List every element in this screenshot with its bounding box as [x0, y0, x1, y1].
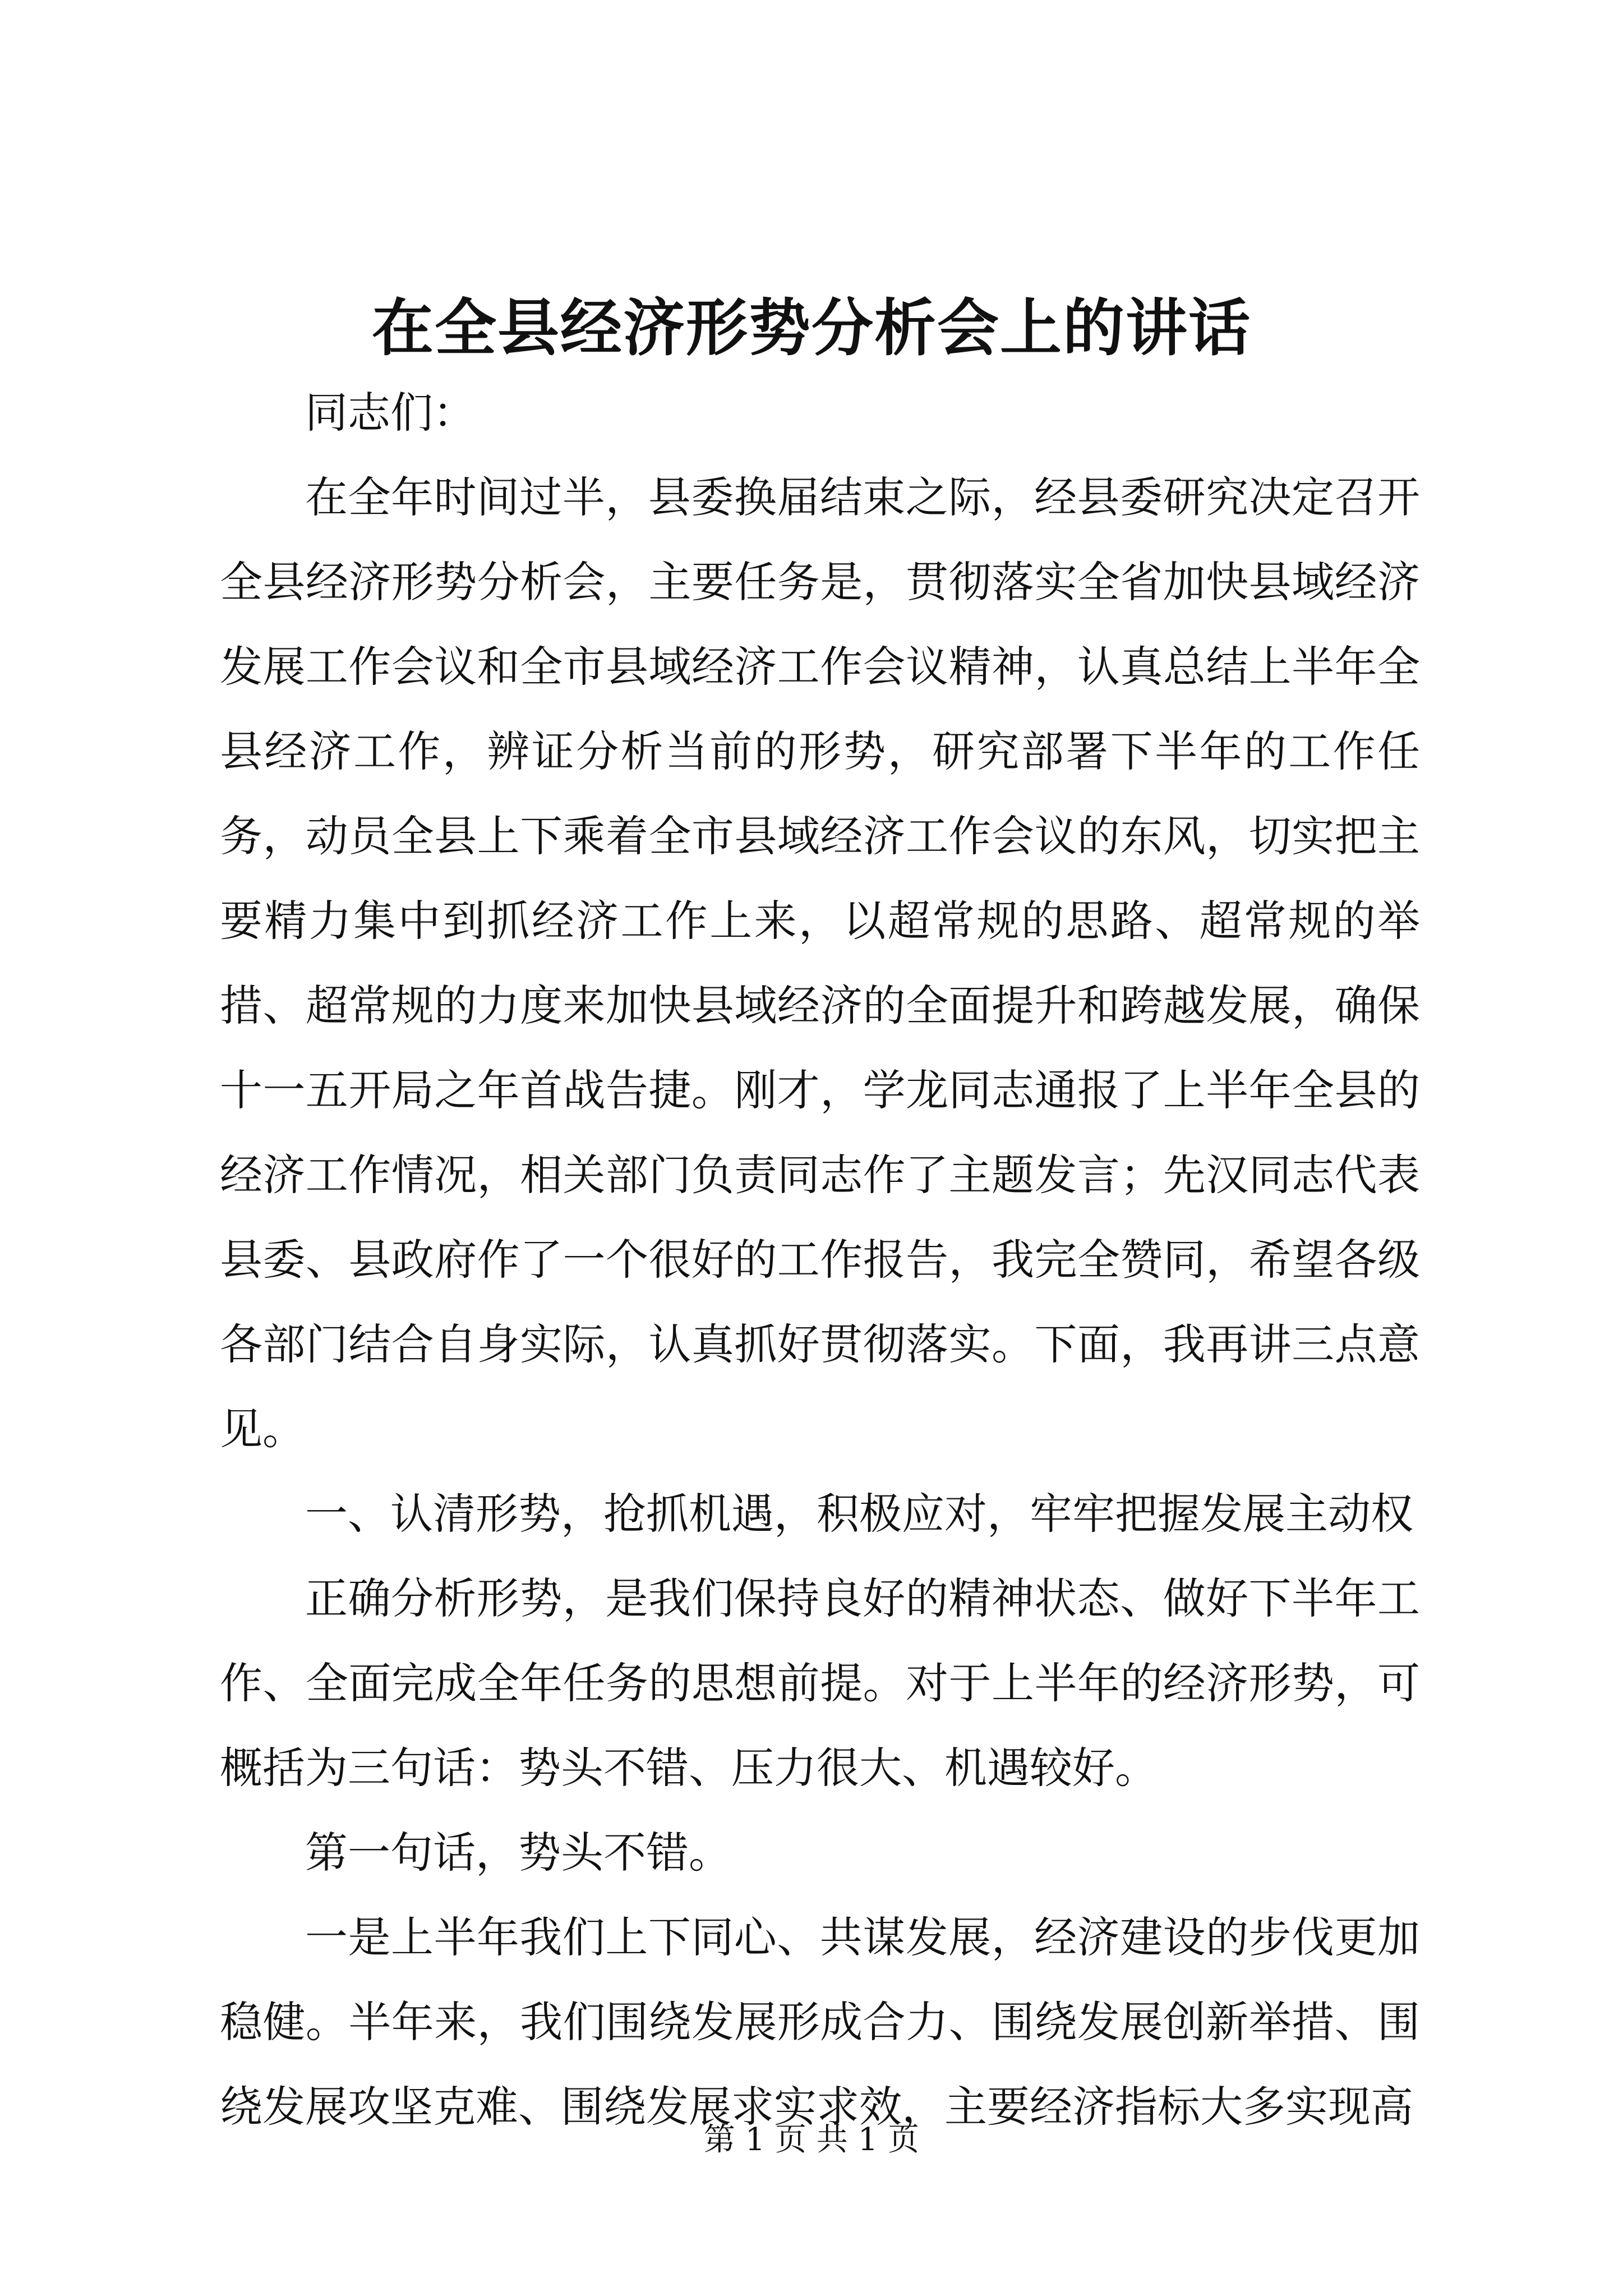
body-paragraph: 一是上半年我们上下同心、共谋发展，经济建设的步伐更加稳健。半年来，我们围绕发展形成合力、围绕发展创新举措、围绕发展攻坚克难、围绕发展求实求效，主要经济指标大多实现高: [220, 1912, 1420, 2132]
document-body: [220, 370, 1420, 2149]
body-paragraph: 正确分析形势，是我们保持良好的精神状态、做好下半年工作、全面完成全年任务的思想前提。对于上半年的经济形势，可概括为三句话：势头不错、压力很大、机遇较好。: [220, 1573, 1420, 1793]
salutation-paragraph: 同志们：: [305, 388, 476, 438]
section-heading-1: 一、认清形势，抢抓机遇，积极应对，牢牢把握发展主动权: [305, 1489, 1413, 1539]
document-title: 在全县经济形势分析会上的讲话: [372, 292, 1251, 364]
page-footer: 第 1 页 共 1 页: [703, 2122, 920, 2158]
intro-paragraph: 在全年时间过半，县委换届结束之际，经县委研究决定召开全县经济形势分析会，主要任务是，贯彻落实全省加快县域经济发展工作会议和全市县域经济工作会议精神，认真总结上半年全县经济工作，辨证分析当前的形势，研究部署下半年的工作任务，动员全县上下乘着全市县域经济工作会议的东风，切实把主要精力集中到抓经济工作上来，以超常规的思路、超常规的举措、超常规的力度来加快县域经济的全面提升和跨越发展，确保十一五开局之年首战告捷。刚才，学龙同志通报了上半年全县的经济工作情况，相关部门负责同志作了主题发言；先汉同志代表县委、县政府作了一个很好的工作报告，我完全赞同，希望各级各部门结合自身实际，认真抓好贯彻落实。下面，我再讲三点意见。: [220, 472, 1420, 1454]
subheading-paragraph: 第一句话，势头不错。: [305, 1828, 731, 1878]
